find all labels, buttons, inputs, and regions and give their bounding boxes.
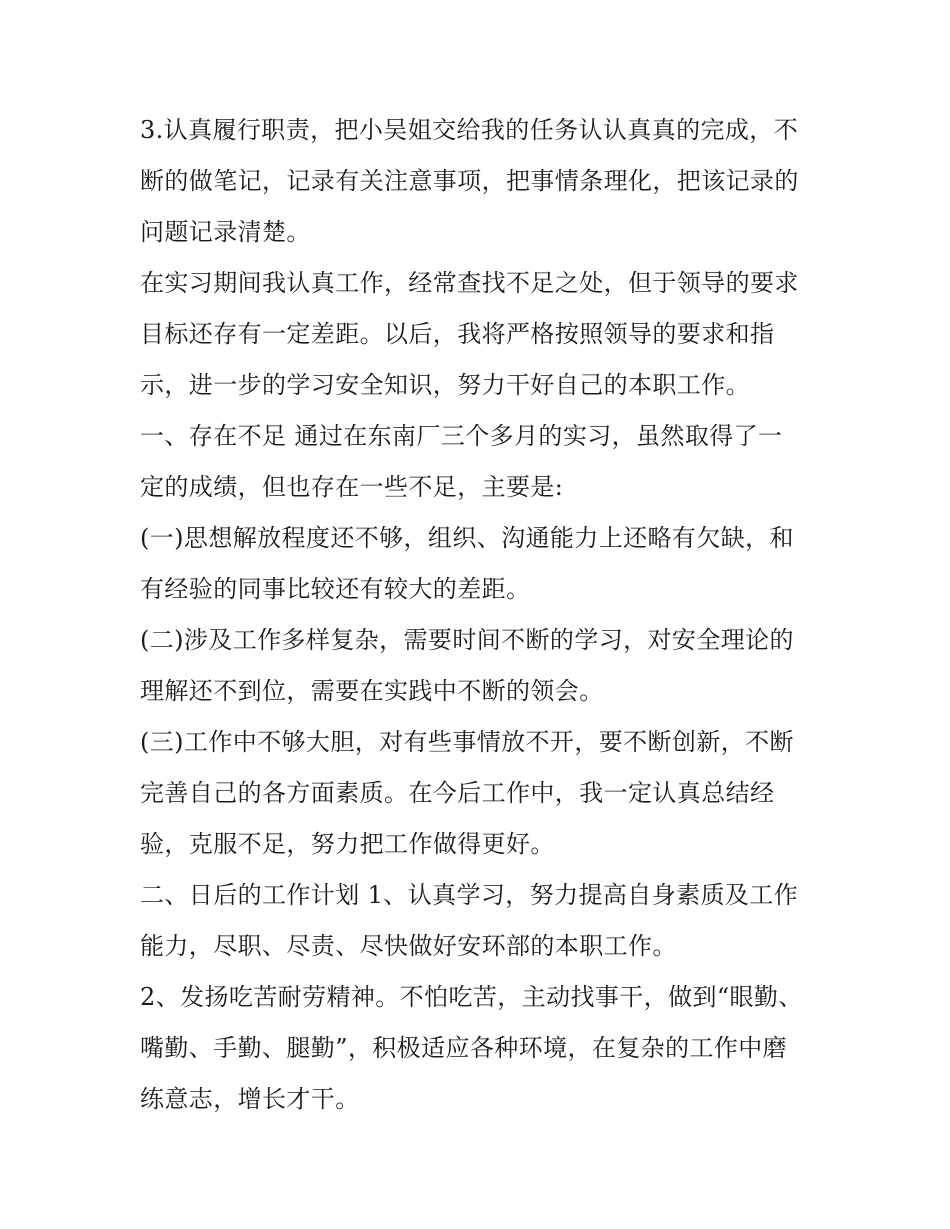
text-line: 目标还存有一定差距。以后，我将严格按照领导的要求和指	[140, 320, 775, 348]
text-line: 验，克服不足，努力把工作做得更好。	[140, 830, 555, 858]
text-line: 示，进一步的学习安全知识，努力干好自己的本职工作。	[140, 371, 750, 399]
text-line: (三)工作中不够大胆，对有些事情放不开，要不断创新，不断	[140, 728, 794, 756]
text-line: 能力，尽职、尽责、尽快做好安环部的本职工作。	[140, 932, 677, 960]
text-line: 完善自己的各方面素质。在今后工作中，我一定认真总结经	[140, 779, 775, 807]
text-line: 有经验的同事比较还有较大的差距。	[140, 575, 531, 603]
text-line: 一、存在不足 通过在东南厂三个多月的实习，虽然取得了一	[140, 422, 783, 450]
text-line: 定的成绩，但也存在一些不足，主要是:	[140, 473, 564, 501]
text-line: (二)涉及工作多样复杂，需要时间不断的学习，对安全理论的	[140, 626, 794, 654]
text-line: 二、日后的工作计划 1、认真学习，努力提高自身素质及工作	[140, 881, 799, 909]
text-line: 理解还不到位，需要在实践中不断的领会。	[140, 677, 604, 705]
text-line: 在实习期间我认真工作，经常查找不足之处，但于领导的要求	[140, 269, 799, 297]
document-body	[140, 105, 820, 1125]
text-line: 断的做笔记，记录有关注意事项，把事情条理化，把该记录的	[140, 167, 799, 195]
text-line: 问题记录清楚。	[140, 218, 311, 246]
text-line: 嘴勤、手勤、腿勤”，积极适应各种环境，在复杂的工作中磨	[140, 1034, 788, 1062]
text-line: (一)思想解放程度还不够，组织、沟通能力上还略有欠缺，和	[140, 524, 794, 552]
text-line: 3.认真履行职责，把小吴姐交给我的任务认认真真的完成，不	[140, 116, 799, 144]
text-line: 练意志，增长才干。	[140, 1085, 360, 1113]
text-line: 2、发扬吃苦耐劳精神。不怕吃苦，主动找事干，做到“眼勤、	[140, 983, 803, 1011]
